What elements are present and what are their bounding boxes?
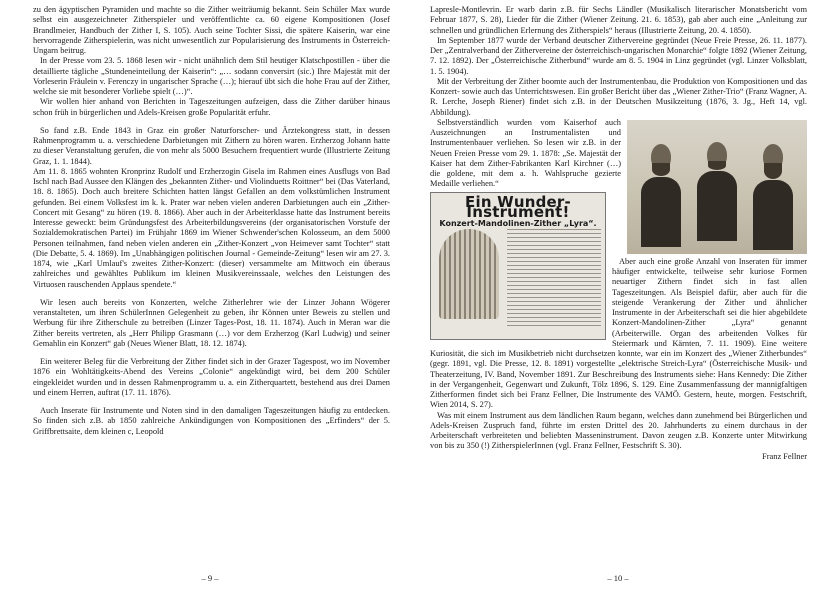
left-text-column xyxy=(33,5,390,437)
person-figure xyxy=(753,144,793,254)
paragraph: Mit der Verbreitung der Zither boomte auch der Instrumentenbau, die Produktion von Kompositionen und das Konzert- sowie auch das Unterrichtswesen. Ein großer Bericht über das „Wiener Zither-Trio“ (Franz Wagner, A. R. Lerche, Joseph Riener) findet sich z.B. in der Deutschen Musikzeitung (1876, 3. Jg., Heft 14, vgl. Abbildung). xyxy=(430,76,807,117)
ad-body-text-lines xyxy=(507,229,601,329)
right-text-column xyxy=(430,5,807,462)
paragraph: Ein weiterer Beleg für die Verbreitung der Zither findet sich in der Grazer Tagespost, wo im November 1876 ein Wohltätigkeits-Abend des Vereins „Colonie“ angekündigt wird, bei dem 200 Schüler eingekleidet wurden und in dessen Rahmenprogramm u. a. ein Zitherquartett, bestehend aus drei Damen und einem Herren, auftrat (17. 11. 1876). xyxy=(33,357,390,397)
lyra-advertisement xyxy=(430,192,606,340)
paragraph: Auch Inserate für Instrumente und Noten sind in den damaligen Tageszeitungen häufig zu entdecken. So finden sich z.B. ab 1850 zahlreiche Ankündigungen von Kompositionen des „Erfinders“ der 5. Griffbrettsaite, dem kleinen c, Leopold xyxy=(33,406,390,436)
paragraph: Was mit einem Instrument aus dem ländlichen Raum begann, welches dann zunehmend bei Bürgerlichen und Adels-Kreisen Zuspruch fand, führte im ersten Drittel des 20. Jahrhunderts zu einem durchaus in der Arbeiterschaft verbreiteten und beliebten Masseninstrument. Davon zeugen z.B. Konzerte unter Mitwirkung von bis zu 350 (!) ZitherspielerInnen (vgl. Franz Fellner, Festschrift S. 30). xyxy=(430,410,807,451)
page-number: – 10 – xyxy=(607,573,629,583)
paragraph: zu den ägyptischen Pyramiden und machte so die Zither weiträumig bekannt. Sein Schüler Max wurde selbst ein ausgezeichneter Zitherspieler und veröffentlichte ca. 60 eigene Kompositionen (Josef Brandlmeier, Handbuch der Zither I, S. 105). Auch seine Tochter Sissi, die spätere Kaiserin, war eine hervorragende Zitherspielerin, was nicht unwesentlich zur Popularisierung des Instruments in Österreich-Ungarn beitrug. xyxy=(33,5,390,55)
paragraph: Im September 1877 wurde der Verband deutscher Zithervereine gegründet (Neue Freie Presse, 26. 11. 1877). Der „Zentralverband der Zithervereine der österreichisch-ungarischen Monarchie“ folgte 1892 (Wiener Zeitung, 7. 12. 1892). Der „Österreichische Zitherbund“ wurde am 8. 5. 1904 in Linz gegründet (vgl. Linzer Volksblatt, 1. 5. 1904). xyxy=(430,35,807,76)
ad-title: Ein Wunder-Instrument! xyxy=(465,192,571,221)
paragraph: Lapresle-Montlevrin. Er warb darin z.B. für Sechs Ländler (Musikalisch literarischer Monatsbericht vom Februar 1877, S. 28), Lieder für die Zither (Wiener Zeitung. 21. 6. 1853), gab aber auch eine „Anleitung zur schnellen und gründlichen Erlernung des Zitherspiels“ heraus (Illustrierte Zeitung, 20. 4. 1850). xyxy=(430,5,807,35)
ad-subtitle: Konzert-Mandolinen-Zither „Lyra“. xyxy=(439,219,597,228)
page-number: – 9 – xyxy=(201,573,219,583)
paragraph: Selbstverständlich wurden vom Kaiserhof auch Auszeichnungen an Instrumentalisten und Instrumentenbauer verliehen. So lesen wir z.B. in der Neuen Freien Presse vom 29. 1. 1878: „Se. Majestät der Kaiser hat dem Zither-Fabrikanten Karl Kirchner (…) die goldene, mit dem a. h. Wahlspruche gezierte Medaille verliehen.“ xyxy=(430,117,621,189)
portrait-image xyxy=(627,120,807,254)
right-page xyxy=(420,0,839,595)
person-figure xyxy=(697,142,737,254)
person-figure xyxy=(641,144,681,254)
lyra-instrument-icon xyxy=(439,229,499,319)
advertisement-image xyxy=(430,192,606,340)
paragraph: Wir wollen hier anhand von Berichten in Tageszeitungen aufzeigen, dass die Zither darüber hinaus schon früh in bürgerlichen und Adels-Kreisen große Popularität erfuhr. xyxy=(33,97,390,117)
paragraph: In der Presse vom 23. 5. 1868 lesen wir - nicht unähnlich dem Stil heutiger Klatschpostillen - über die detaillierte tägliche „Stundeneinteilung der Kaiserin“: „… sodann conversirt (sic.) Ihre Majestät mit der Vorleserin Fräulein v. Ferenczy in ungarischer Sprache (…); hierauf übt sich die hohe Frau auf der Zither, welche sie mit besonderer Vorliebe spielt (…)“. xyxy=(33,56,390,96)
zither-trio-photo xyxy=(627,120,807,254)
paragraph: Am 11. 8. 1865 wohnten Kronprinz Rudolf und Erzherzogin Gisela im Rahmen eines Ausflugs von Bad Ischl nach Bad Aussee den Klängen des „bekannten Zither- und Violinduetts Roittner“ bei (Das Vaterland, 18. 8. 1865). Doch auch breitere Schichten hatten längst Gefallen an dem volkstümlichen Instrument gefunden. Bei einem Volksfest im k. k. Prater war neben vielen anderen Darbietungen auch ein „Zither-Concert mit Gesang“ zu hören (19. 8. 1866). Aber auch in der Arbeiterklasse hatte das Instrument bereits Interesse geweckt: beim Gründungsfest des Arbeiterbildungsvereins (der organisatorischen Vorstufe der Sozialdemokratischen Partei) im Frühjahr 1869 im Wiener Schwender'schen Kolosseum, an dem 5000 Personen teilnahmen, fand neben vielen anderen ein „Zither-Konzert „von Heimever samt Tochter“ statt (Die Debatte, 5. 4. 1869). Im „Unabhängigen politischen Journal - Gemeinde-Zeitung“ lesen wir am 27. 3. 1874, wie „Karl Umlauf's zweites Zither-Konzert: (dieser) versammelte am Mittwoch ein überaus zahlreiches und gewähltes Publikum im kleinen Musikvereinssaale, welches den Leistungen des Virtuosen rauschenden Applaus spendete.“ xyxy=(33,166,390,289)
paragraph: Wir lesen auch bereits von Konzerten, welche Zitherlehrer wie der Linzer Johann Wögerer veranstalteten, um ihren SchülerInnen Gelegenheit zu geben, ihr Können unter Beweis zu stellen und Werbung für ihre Zitherschule zu betreiben (Linzer Tages-Post, 18. 11. 1874). Auch in Meran war die Zither bereits vertreten, als „Herr Philipp Grasmann (…) vor dem Erzherzog (Karl Ludwig) und seiner Gemahlin ein Konzert“ gab (Neues Wiener Blatt, 18. 12. 1874). xyxy=(33,297,390,348)
paragraph: Aber auch eine große Anzahl von Inseraten für immer häufiger entwickelte, teilweise sehr kuriose Formen neuartiger Zithern findet sich in fast allen Tageszeitungen. Als Beispiel dafür, aber auch für die steigende Verankerung der Zither und ähnlicher Instrumente in der Arbeiterschaft sei die hier abgebildete Konzert-Mandolinen-Zither „Lyra“ genannt (Arbeiterwille. Organ des arbeitenden Volkes für Steiermark und Kärnten, 7. 11. 1909). Eine weitere Kuriosität, die sich im Musikbetrieb nicht durchsetzen konnte, war ein im Konzert des „Wiener Zitherbundes“ (gegr. 1891, vgl. Die Presse, 12. 8. 1891) vorgestellte „elektrische Streich-Lyra“ (Österreichische Musik- und Theaterzeitung, IV. Band, November 1891. Zur Beschreibung des Instruments siehe: Hans Kennedy: Die Zither in der Vergangenheit, Gegenwart und Zukunft, Tölz 1896, S. 129. Eine Zusammenfassung der mannigfaltigen Zitherformen findet sich bei Franz Fellner, Die Instrumente des VAMÖ. Gestern, heute, morgen. Festschrift, Wien 2014, S. 27). xyxy=(430,256,807,410)
author-signature: Franz Fellner xyxy=(762,451,807,461)
paragraph: So fand z.B. Ende 1843 in Graz ein großer Naturforscher- und Ärztekongress statt, in dessen Rahmenprogramm u. a. verschiedene Darbietungen mit Zithern zu hören waren. Erzherzog Johann hatte zu dieser Veranstaltung gerufen, die von mehr als 5000 Besuchern frequentiert wurde (Illustrierte Zeitung Graz, 1. 1. 1844). xyxy=(33,125,390,166)
